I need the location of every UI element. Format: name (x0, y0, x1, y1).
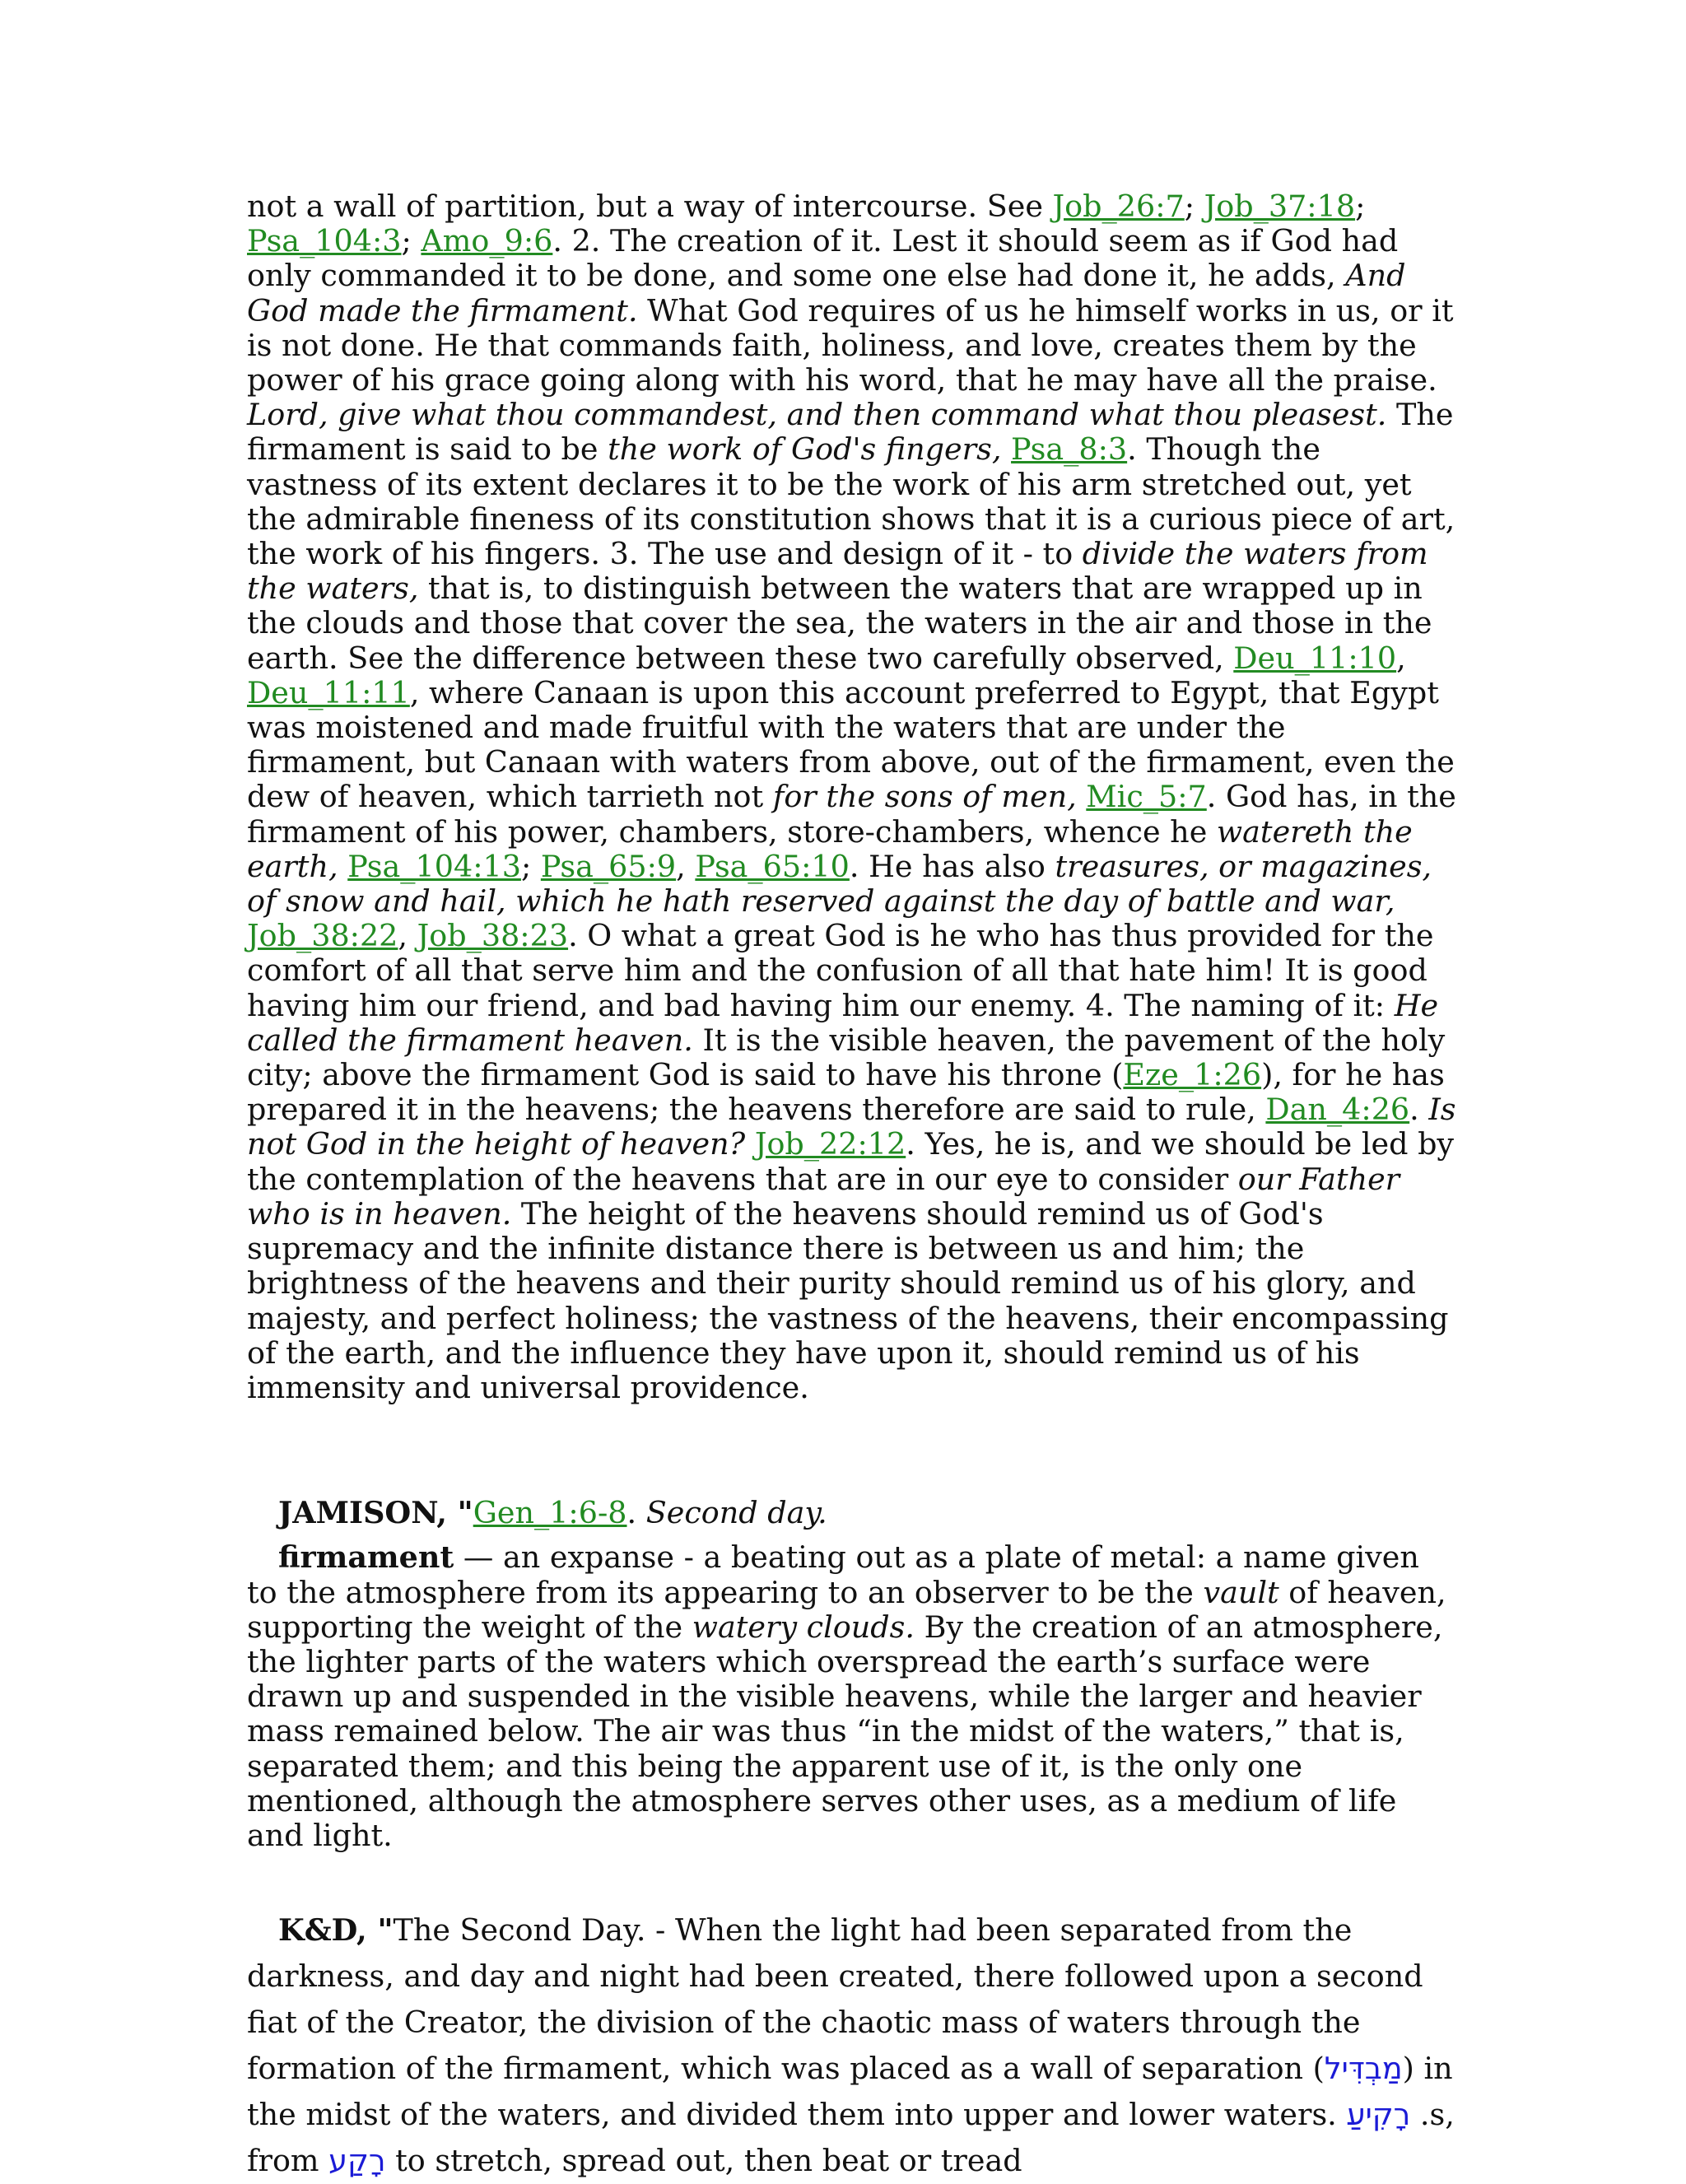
italic-text: the work of God's fingers, (608, 431, 1002, 468)
commentary-paragraph-henry (247, 189, 1457, 1405)
text-run: , (1396, 640, 1406, 676)
scripture-reference-link[interactable]: Psa_104:13 (347, 848, 521, 884)
scripture-reference-link[interactable]: Psa_104:3 (247, 223, 402, 259)
text-run: ; (1184, 189, 1204, 224)
scripture-reference-link[interactable]: Gen_1:6-8 (473, 1495, 627, 1531)
text-run: . O what a great God is he who has thus provided for the comfort of all that serve him and the confusion of all that hate him! It is good having him our friend, and bad having him our enemy. 4. The naming of it: (247, 918, 1434, 1023)
text-run (338, 849, 348, 884)
scripture-reference-link[interactable]: Job_37:18 (1204, 189, 1356, 224)
text-run: ; (1355, 189, 1366, 224)
italic-text: for the sons of men, (772, 779, 1077, 815)
bold-text: K&D, " (278, 1912, 394, 1949)
text-run (1001, 431, 1011, 467)
text-run: , (676, 848, 696, 884)
italic-text: watereth the earth, (247, 813, 1413, 884)
text-run: . God has, in the firmament of his power, chambers, store-chambers, whence he (247, 779, 1456, 850)
italic-text: Lord, give what thou commandest, and then command what thou pleasest. (247, 397, 1387, 433)
italic-text: vault (1203, 1574, 1279, 1610)
scripture-reference-link[interactable]: Deu_11:11 (247, 674, 410, 710)
bold-text: JAMISON, " (278, 1495, 473, 1531)
text-run: The Second Day. - When the light had been separated from the darkness, and day and night had been created, there followed upon a second fiat of the Creator, the division of the chaotic mass of waters through the formation of the firmament, which was placed as a wall of separation ( (247, 1912, 1423, 2087)
italic-text: Second day. (645, 1495, 827, 1531)
text-run (745, 1126, 755, 1162)
section-gap (247, 1853, 1457, 1907)
scripture-reference-link[interactable]: Psa_8:3 (1011, 431, 1128, 468)
scripture-reference-link[interactable]: Eze_1:26 (1123, 1057, 1262, 1093)
text-run: The firmament is said to be (247, 397, 1454, 468)
italic-text: treasures, or magazines, of snow and hail, which he hath reserved against the day of battle and war, (247, 848, 1432, 920)
scripture-reference-link[interactable]: Amo_9:6 (421, 223, 553, 259)
text-run: ) in the midst of the waters, and divided them into upper and lower waters. (247, 2051, 1453, 2133)
commentary-paragraph-jamison (247, 1540, 1457, 1853)
bold-text: firmament (278, 1539, 454, 1576)
text-run: . Yes, he is, and we should be led by the contemplation of the heavens that are in our eye to consider (247, 1126, 1455, 1197)
scripture-reference-link[interactable]: Job_22:12 (754, 1126, 906, 1162)
hebrew-word: מַבְדִּיל (1324, 2051, 1403, 2087)
text-run: , where Canaan is upon this account preferred to Egypt, that Egypt was moistened and made fruitful with the waters that are under the firmament, but Canaan with waters from above, out of the firmament, even the dew of heaven, which tarrieth not (247, 674, 1455, 815)
italic-text: Is not God in the height of heaven? (247, 1092, 1456, 1162)
scripture-reference-link[interactable]: Psa_65:10 (695, 848, 850, 884)
text-run: ; (401, 223, 422, 259)
scripture-reference-link[interactable]: Mic_5:7 (1086, 779, 1207, 815)
text-run: . (1409, 1092, 1429, 1128)
text-run: . Though the vastness of its extent declares it to be the work of his arm stretched out, yet the admirable fineness of its constitution shows that it is a curious piece of art, the work of his fingers. 3. The use and design of it - to (247, 431, 1455, 572)
text-run: .s, from (247, 2097, 1455, 2179)
hebrew-word: רָקִיעַ (1346, 2097, 1411, 2133)
text-run: . 2. The creation of it. Lest it should seem as if God had only commanded it to be done, and some one else had done it, he adds, (247, 223, 1399, 294)
document-page (247, 189, 1457, 2184)
scripture-reference-link[interactable]: Psa_65:9 (540, 848, 677, 884)
text-run: . He has also (849, 848, 1055, 884)
commentary-heading-jamison (247, 1496, 1457, 1530)
scripture-reference-link[interactable]: Job_38:23 (417, 918, 569, 954)
italic-text: And God made the firmament. (247, 258, 1406, 328)
text-run: By the creation of an atmosphere, the lighter parts of the waters which overspread the earth’s surface were drawn up and suspended in the visible heavens, while the larger and heavier mass remained below. The air was thus “in the midst of the waters,” that is, separated them; and this being the apparent use of it, is the only one mentioned, although the atmosphere serves other uses, as a medium of life and light. (247, 1609, 1443, 1853)
scripture-reference-link[interactable]: Job_26:7 (1052, 189, 1185, 224)
hebrew-word: רָקַע (328, 2143, 386, 2179)
scripture-reference-link[interactable]: Job_38:22 (247, 918, 398, 954)
italic-text: divide the waters from the waters, (247, 536, 1428, 607)
text-run: not a wall of partition, but a way of intercourse. See (247, 189, 1053, 224)
italic-text: He called the firmament heaven. (247, 987, 1439, 1058)
italic-text: watery clouds. (692, 1609, 915, 1645)
text-run: — an expanse - a beating out as a plate of metal: a name given to the atmosphere from its appearing to an observer to be the (247, 1539, 1419, 1610)
text-run: of heaven, supporting the weight of the (247, 1574, 1446, 1645)
text-run: It is the visible heaven, the pavement of the holy city; above the firmament God is said to have his throne ( (247, 1022, 1446, 1093)
text-run: , (398, 918, 417, 954)
scripture-reference-link[interactable]: Deu_11:10 (1233, 640, 1397, 676)
section-gap (247, 1405, 1457, 1496)
text-run: What God requires of us he himself works in us, or it is not done. He that commands faith, holiness, and love, creates them by the power of his grace going along with his word, that he may have all the praise. (247, 292, 1454, 398)
text-run: ; (520, 848, 541, 884)
text-run: to stretch, spread out, then beat or tread (385, 2143, 1022, 2179)
text-run: ), for he has prepared it in the heavens; the heavens therefore are said to rule, (247, 1057, 1445, 1128)
text-run: . (626, 1495, 646, 1531)
text-run: The height of the heavens should remind us of God's supremacy and the infinite distance there is between us and him; the brightness of the heavens and their purity should remind us of his glory, and majesty, and perfect holiness; the vastness of the heavens, their encompassing of the earth, and the influence they have upon it, should remind us of his immensity and universal providence. (247, 1195, 1449, 1405)
commentary-paragraph-kd (247, 1907, 1457, 2184)
text-run (1077, 779, 1087, 814)
italic-text: our Father who is in heaven. (247, 1161, 1400, 1232)
scripture-reference-link[interactable]: Dan_4:26 (1265, 1092, 1410, 1128)
text-run: that is, to distinguish between the waters that are wrapped up in the clouds and those that cover the sea, the waters in the air and those in the earth. See the difference between these two carefully observed, (247, 570, 1432, 676)
